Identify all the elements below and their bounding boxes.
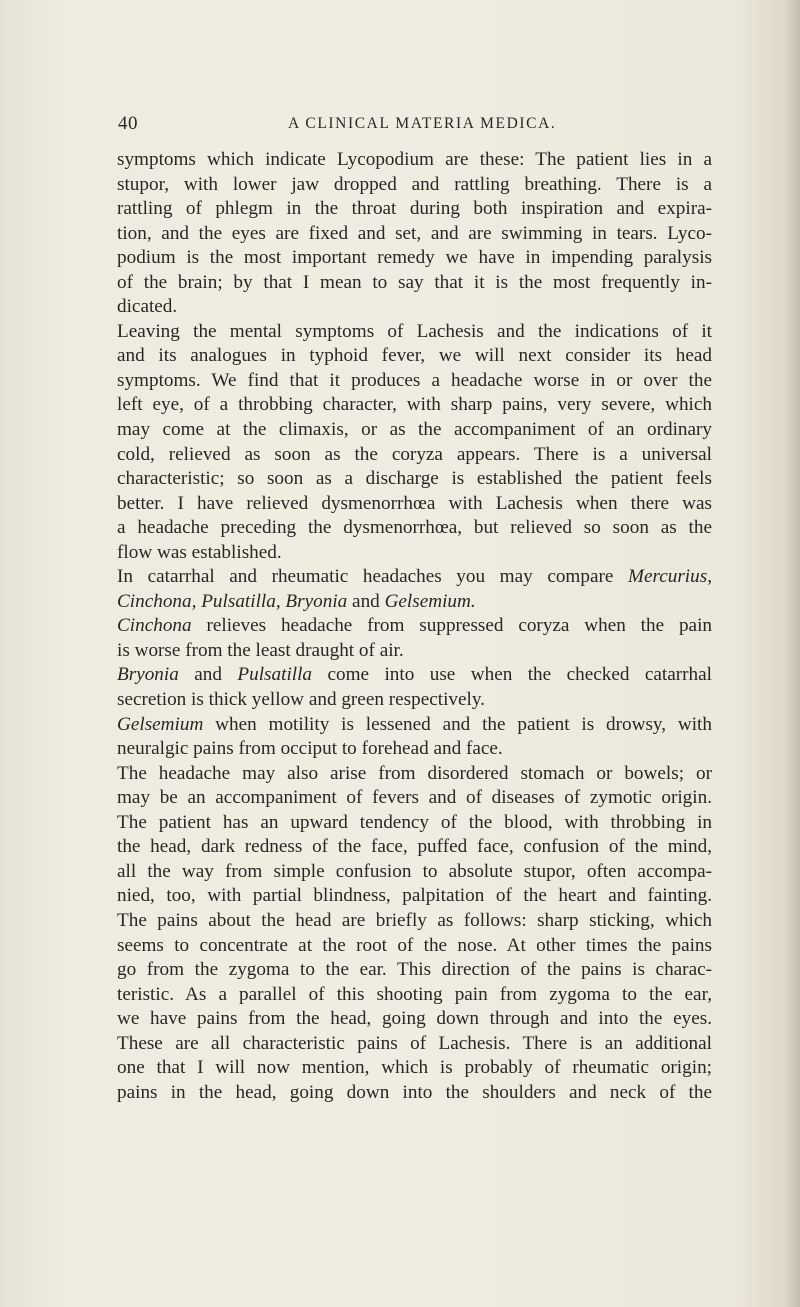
text-line [117,418,712,443]
text-line [117,1081,712,1106]
text-line [117,393,712,418]
text-line [117,295,712,320]
text-line [117,492,712,517]
text-segment: The patient has an upward tendency of the blood, with throbbing in [117,811,712,833]
italic-text: Mercurius, [627,566,712,588]
text-segment: and its analogues in typhoid fever, we will next consider its head [117,345,712,367]
text-segment: all the way from simple confusion to absolute stupor, often accompa- [117,860,712,882]
page-header [118,113,710,137]
italic-text: Gelsemium [117,713,204,735]
text-segment: symptoms. We find that it produces a headache worse in or over the [117,369,712,391]
text-line [117,173,712,198]
text-segment: The pains about the head are briefly as follows: sharp sticking, which [117,909,712,931]
page-edge-shadow [786,0,800,1307]
text-line [117,148,712,173]
text-line [117,663,712,688]
text-segment: left eye, of a throbbing character, with sharp pains, very severe, which [117,394,712,416]
text-segment: seems to concentrate at the root of the nose. At other times the pains [117,934,712,956]
text-segment: tion, and the eyes are fixed and set, and are swimming in tears. Lyco- [117,222,712,244]
italic-text: Pulsatilla [237,664,313,686]
text-line [117,786,712,811]
italic-text: Cinchona, Pulsatilla, Bryonia [117,590,348,612]
text-segment: secretion is thick yellow and green respectively. [117,689,485,711]
text-segment: is worse from the least draught of air. [117,639,404,661]
text-segment: relieves headache from suppressed coryza when the pain [191,615,712,637]
text-line [117,713,712,738]
text-segment: rattling of phlegm in the throat during both inspiration and expira- [117,198,712,220]
text-segment: come into use when the checked catarrhal [312,664,712,686]
text-line [117,590,712,615]
text-segment: flow was established. [117,541,282,563]
text-line [117,246,712,271]
text-line [117,541,712,566]
text-line [117,639,712,664]
text-segment: stupor, with lower jaw dropped and rattling breathing. There is a [117,173,712,195]
text-segment: dicated. [117,296,178,318]
text-segment: neuralgic pains from occiput to forehead and face. [117,738,503,760]
text-line [117,320,712,345]
text-segment: the head, dark redness of the face, puffed face, confusion of the mind, [117,836,712,858]
text-segment: go from the zygoma to the ear. This direction of the pains is charac- [117,959,712,981]
text-segment: nied, too, with partial blindness, palpitation of the heart and fainting. [117,885,712,907]
text-segment: better. I have relieved dysmenorrhœa with Lachesis when there was [117,492,712,514]
text-line [117,197,712,222]
running-title: A CLINICAL MATERIA MEDICA. [288,115,557,132]
text-line [117,516,712,541]
text-segment: The headache may also arise from disordered stomach or bowels; or [117,762,712,784]
text-line [117,1056,712,1081]
text-segment: These are all characteristic pains of Lachesis. There is an additional [117,1032,712,1054]
text-segment: In catarrhal and rheumatic headaches you may compare [117,566,628,588]
text-line [117,467,712,492]
text-segment: podium is the most important remedy we have in impending paralysis [117,247,712,269]
text-line [117,369,712,394]
body-text [117,148,712,1105]
text-segment: teristic. As a parallel of this shooting pain from zygoma to the ear, [117,983,712,1005]
text-line [117,811,712,836]
text-line [117,688,712,713]
text-segment: cold, relieved as soon as the coryza appears. There is a universal [117,443,712,465]
italic-text: Bryonia [117,664,179,686]
text-line [117,222,712,247]
text-segment: may come at the climaxis, or as the accompaniment of an ordinary [117,419,712,441]
text-segment: Leaving the mental symptoms of Lachesis and the indications of it [117,320,712,342]
text-line [117,909,712,934]
italic-text: Gelsemium. [384,590,476,612]
text-line [117,565,712,590]
text-line [117,934,712,959]
text-segment: symptoms which indicate Lycopodium are these: The patient lies in a [117,149,712,170]
page-number: 40 [118,113,138,134]
text-line [117,443,712,468]
text-line [117,884,712,909]
text-segment: when motility is lessened and the patient is drowsy, with [203,713,712,735]
text-line [117,1007,712,1032]
text-segment: and [347,590,385,612]
text-segment: may be an accompaniment of fevers and of diseases of zymotic origin. [117,787,712,809]
text-line [117,1032,712,1057]
text-segment: pains in the head, going down into the shoulders and neck of the [117,1081,712,1103]
text-segment: a headache preceding the dysmenorrhœa, but relieved so soon as the [117,517,712,539]
text-line [117,271,712,296]
text-line [117,737,712,762]
text-line [117,614,712,639]
text-segment: of the brain; by that I mean to say that it is the most frequently in- [117,271,712,293]
text-segment: one that I will now mention, which is probably of rheumatic origin; [117,1057,712,1079]
text-segment: characteristic; so soon as a discharge is established the patient feels [117,468,712,490]
text-segment: and [178,664,238,686]
text-line [117,835,712,860]
text-segment: we have pains from the head, going down through and into the eyes. [117,1008,712,1030]
text-line [117,958,712,983]
text-line [117,983,712,1008]
italic-text: Cinchona [117,615,192,637]
text-line [117,860,712,885]
text-line [117,344,712,369]
text-line [117,762,712,787]
